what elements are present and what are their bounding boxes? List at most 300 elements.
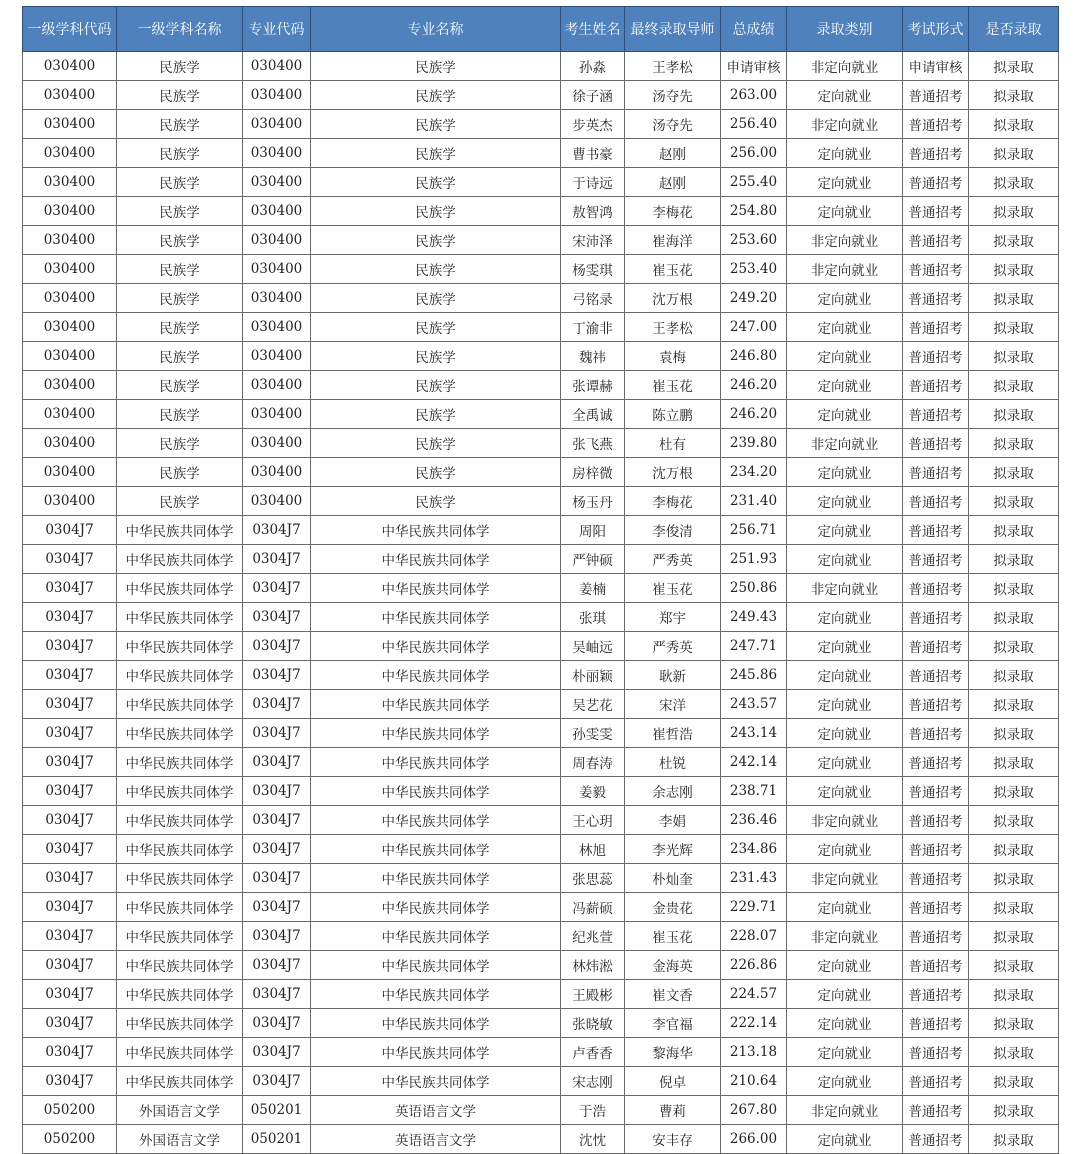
discipline-name-cell: 中华民族共同体学 bbox=[117, 719, 243, 748]
discipline-code-cell: 030400 bbox=[23, 342, 117, 371]
candidate-name-cell: 周阳 bbox=[561, 516, 625, 545]
discipline-name-cell: 民族学 bbox=[117, 429, 243, 458]
table-row bbox=[23, 487, 1059, 516]
admission-category-cell: 定向就业 bbox=[787, 545, 903, 574]
discipline-code-cell: 030400 bbox=[23, 458, 117, 487]
table-row bbox=[23, 342, 1059, 371]
admission-status-cell: 拟录取 bbox=[969, 951, 1059, 980]
total-score-cell: 253.40 bbox=[721, 255, 787, 284]
discipline-name-cell: 中华民族共同体学 bbox=[117, 922, 243, 951]
advisor-cell: 郑宇 bbox=[625, 603, 721, 632]
major-name-cell: 民族学 bbox=[311, 110, 561, 139]
discipline-name-cell: 中华民族共同体学 bbox=[117, 980, 243, 1009]
discipline-name-cell: 外国语言文学 bbox=[117, 1096, 243, 1125]
total-score-cell: 253.60 bbox=[721, 226, 787, 255]
table-body bbox=[23, 52, 1059, 1154]
header-advisor: 最终录取导师 bbox=[625, 7, 721, 52]
admission-category-cell: 定向就业 bbox=[787, 777, 903, 806]
exam-type-cell: 普通招考 bbox=[903, 1125, 969, 1154]
admission-category-cell: 非定向就业 bbox=[787, 806, 903, 835]
admission-category-cell: 定向就业 bbox=[787, 748, 903, 777]
advisor-cell: 李梅花 bbox=[625, 197, 721, 226]
advisor-cell: 李梅花 bbox=[625, 487, 721, 516]
major-name-cell: 民族学 bbox=[311, 139, 561, 168]
candidate-name-cell: 张晓敏 bbox=[561, 1009, 625, 1038]
discipline-code-cell: 0304J7 bbox=[23, 980, 117, 1009]
admission-status-cell: 拟录取 bbox=[969, 835, 1059, 864]
discipline-name-cell: 中华民族共同体学 bbox=[117, 1038, 243, 1067]
total-score-cell: 246.20 bbox=[721, 371, 787, 400]
header-admission-category: 录取类别 bbox=[787, 7, 903, 52]
admission-category-cell: 定向就业 bbox=[787, 1009, 903, 1038]
admission-status-cell: 拟录取 bbox=[969, 719, 1059, 748]
advisor-cell: 金海英 bbox=[625, 951, 721, 980]
candidate-name-cell: 沈忱 bbox=[561, 1125, 625, 1154]
major-name-cell: 民族学 bbox=[311, 371, 561, 400]
admission-status-cell: 拟录取 bbox=[969, 545, 1059, 574]
admission-category-cell: 定向就业 bbox=[787, 313, 903, 342]
major-code-cell: 030400 bbox=[243, 284, 311, 313]
major-name-cell: 中华民族共同体学 bbox=[311, 893, 561, 922]
discipline-code-cell: 0304J7 bbox=[23, 719, 117, 748]
header-admission-status: 是否录取 bbox=[969, 7, 1059, 52]
advisor-cell: 崔文香 bbox=[625, 980, 721, 1009]
admission-category-cell: 非定向就业 bbox=[787, 255, 903, 284]
discipline-code-cell: 030400 bbox=[23, 81, 117, 110]
admission-category-cell: 定向就业 bbox=[787, 690, 903, 719]
exam-type-cell: 普通招考 bbox=[903, 835, 969, 864]
major-name-cell: 中华民族共同体学 bbox=[311, 603, 561, 632]
admission-status-cell: 拟录取 bbox=[969, 1096, 1059, 1125]
exam-type-cell: 普通招考 bbox=[903, 632, 969, 661]
exam-type-cell: 普通招考 bbox=[903, 110, 969, 139]
discipline-code-cell: 0304J7 bbox=[23, 864, 117, 893]
major-code-cell: 0304J7 bbox=[243, 777, 311, 806]
admission-status-cell: 拟录取 bbox=[969, 1038, 1059, 1067]
major-code-cell: 0304J7 bbox=[243, 835, 311, 864]
table-row bbox=[23, 980, 1059, 1009]
exam-type-cell: 普通招考 bbox=[903, 922, 969, 951]
header-major-name: 专业名称 bbox=[311, 7, 561, 52]
advisor-cell: 崔哲浩 bbox=[625, 719, 721, 748]
admission-status-cell: 拟录取 bbox=[969, 806, 1059, 835]
total-score-cell: 226.86 bbox=[721, 951, 787, 980]
total-score-cell: 224.57 bbox=[721, 980, 787, 1009]
advisor-cell: 曹莉 bbox=[625, 1096, 721, 1125]
candidate-name-cell: 冯薪硕 bbox=[561, 893, 625, 922]
admission-status-cell: 拟录取 bbox=[969, 168, 1059, 197]
admission-category-cell: 定向就业 bbox=[787, 661, 903, 690]
table-row bbox=[23, 922, 1059, 951]
table-row bbox=[23, 835, 1059, 864]
discipline-code-cell: 0304J7 bbox=[23, 516, 117, 545]
discipline-name-cell: 中华民族共同体学 bbox=[117, 632, 243, 661]
admission-status-cell: 拟录取 bbox=[969, 603, 1059, 632]
major-name-cell: 民族学 bbox=[311, 284, 561, 313]
table-row bbox=[23, 951, 1059, 980]
admission-table bbox=[22, 6, 1059, 1154]
total-score-cell: 249.20 bbox=[721, 284, 787, 313]
total-score-cell: 222.14 bbox=[721, 1009, 787, 1038]
discipline-code-cell: 030400 bbox=[23, 226, 117, 255]
major-code-cell: 030400 bbox=[243, 197, 311, 226]
candidate-name-cell: 林炜淞 bbox=[561, 951, 625, 980]
advisor-cell: 李光辉 bbox=[625, 835, 721, 864]
discipline-code-cell: 030400 bbox=[23, 139, 117, 168]
discipline-code-cell: 0304J7 bbox=[23, 661, 117, 690]
candidate-name-cell: 卢香香 bbox=[561, 1038, 625, 1067]
admission-status-cell: 拟录取 bbox=[969, 284, 1059, 313]
discipline-code-cell: 030400 bbox=[23, 400, 117, 429]
admission-category-cell: 定向就业 bbox=[787, 487, 903, 516]
total-score-cell: 申请审核 bbox=[721, 52, 787, 81]
total-score-cell: 245.86 bbox=[721, 661, 787, 690]
advisor-cell: 崔玉花 bbox=[625, 922, 721, 951]
exam-type-cell: 普通招考 bbox=[903, 458, 969, 487]
discipline-code-cell: 030400 bbox=[23, 487, 117, 516]
admission-status-cell: 拟录取 bbox=[969, 487, 1059, 516]
admission-category-cell: 定向就业 bbox=[787, 139, 903, 168]
candidate-name-cell: 孙淼 bbox=[561, 52, 625, 81]
major-name-cell: 民族学 bbox=[311, 487, 561, 516]
discipline-name-cell: 中华民族共同体学 bbox=[117, 893, 243, 922]
advisor-cell: 崔玉花 bbox=[625, 255, 721, 284]
table-row bbox=[23, 1009, 1059, 1038]
admission-category-cell: 定向就业 bbox=[787, 168, 903, 197]
major-code-cell: 0304J7 bbox=[243, 574, 311, 603]
major-name-cell: 民族学 bbox=[311, 81, 561, 110]
exam-type-cell: 普通招考 bbox=[903, 255, 969, 284]
total-score-cell: 256.00 bbox=[721, 139, 787, 168]
admission-category-cell: 非定向就业 bbox=[787, 574, 903, 603]
admission-status-cell: 拟录取 bbox=[969, 371, 1059, 400]
admission-status-cell: 拟录取 bbox=[969, 632, 1059, 661]
major-name-cell: 民族学 bbox=[311, 458, 561, 487]
discipline-name-cell: 民族学 bbox=[117, 197, 243, 226]
major-code-cell: 0304J7 bbox=[243, 922, 311, 951]
major-code-cell: 030400 bbox=[243, 110, 311, 139]
admission-category-cell: 定向就业 bbox=[787, 632, 903, 661]
admission-status-cell: 拟录取 bbox=[969, 400, 1059, 429]
total-score-cell: 256.71 bbox=[721, 516, 787, 545]
admission-status-cell: 拟录取 bbox=[969, 1067, 1059, 1096]
table-row bbox=[23, 197, 1059, 226]
exam-type-cell: 普通招考 bbox=[903, 1038, 969, 1067]
table-row bbox=[23, 516, 1059, 545]
candidate-name-cell: 徐子涵 bbox=[561, 81, 625, 110]
table-row bbox=[23, 168, 1059, 197]
major-code-cell: 030400 bbox=[243, 429, 311, 458]
admission-status-cell: 拟录取 bbox=[969, 255, 1059, 284]
major-name-cell: 民族学 bbox=[311, 226, 561, 255]
candidate-name-cell: 吴艺花 bbox=[561, 690, 625, 719]
candidate-name-cell: 周春涛 bbox=[561, 748, 625, 777]
advisor-cell: 崔海洋 bbox=[625, 226, 721, 255]
discipline-code-cell: 0304J7 bbox=[23, 1009, 117, 1038]
header-candidate-name: 考生姓名 bbox=[561, 7, 625, 52]
advisor-cell: 严秀英 bbox=[625, 632, 721, 661]
major-name-cell: 民族学 bbox=[311, 52, 561, 81]
total-score-cell: 254.80 bbox=[721, 197, 787, 226]
admission-category-cell: 定向就业 bbox=[787, 458, 903, 487]
discipline-code-cell: 030400 bbox=[23, 52, 117, 81]
admission-status-cell: 拟录取 bbox=[969, 1125, 1059, 1154]
advisor-cell: 李俊清 bbox=[625, 516, 721, 545]
major-name-cell: 民族学 bbox=[311, 400, 561, 429]
major-name-cell: 中华民族共同体学 bbox=[311, 661, 561, 690]
candidate-name-cell: 张飞燕 bbox=[561, 429, 625, 458]
exam-type-cell: 普通招考 bbox=[903, 313, 969, 342]
total-score-cell: 250.86 bbox=[721, 574, 787, 603]
exam-type-cell: 普通招考 bbox=[903, 1067, 969, 1096]
admission-category-cell: 定向就业 bbox=[787, 1038, 903, 1067]
advisor-cell: 沈万根 bbox=[625, 458, 721, 487]
admission-category-cell: 定向就业 bbox=[787, 1125, 903, 1154]
admission-category-cell: 定向就业 bbox=[787, 400, 903, 429]
admission-status-cell: 拟录取 bbox=[969, 574, 1059, 603]
major-name-cell: 民族学 bbox=[311, 255, 561, 284]
candidate-name-cell: 林旭 bbox=[561, 835, 625, 864]
exam-type-cell: 普通招考 bbox=[903, 1009, 969, 1038]
admission-status-cell: 拟录取 bbox=[969, 429, 1059, 458]
advisor-cell: 严秀英 bbox=[625, 545, 721, 574]
discipline-name-cell: 中华民族共同体学 bbox=[117, 516, 243, 545]
table-row bbox=[23, 226, 1059, 255]
table-row bbox=[23, 255, 1059, 284]
major-code-cell: 0304J7 bbox=[243, 980, 311, 1009]
discipline-code-cell: 050200 bbox=[23, 1125, 117, 1154]
exam-type-cell: 普通招考 bbox=[903, 603, 969, 632]
candidate-name-cell: 弓铭录 bbox=[561, 284, 625, 313]
table-row bbox=[23, 545, 1059, 574]
admission-category-cell: 非定向就业 bbox=[787, 226, 903, 255]
major-code-cell: 030400 bbox=[243, 487, 311, 516]
exam-type-cell: 普通招考 bbox=[903, 197, 969, 226]
advisor-cell: 余志刚 bbox=[625, 777, 721, 806]
table-row bbox=[23, 719, 1059, 748]
major-code-cell: 0304J7 bbox=[243, 545, 311, 574]
advisor-cell: 安丰存 bbox=[625, 1125, 721, 1154]
admission-category-cell: 定向就业 bbox=[787, 603, 903, 632]
admission-category-cell: 非定向就业 bbox=[787, 110, 903, 139]
total-score-cell: 267.80 bbox=[721, 1096, 787, 1125]
advisor-cell: 朴灿奎 bbox=[625, 864, 721, 893]
header-major-code: 专业代码 bbox=[243, 7, 311, 52]
admission-category-cell: 定向就业 bbox=[787, 197, 903, 226]
candidate-name-cell: 姜楠 bbox=[561, 574, 625, 603]
major-code-cell: 030400 bbox=[243, 52, 311, 81]
table-row bbox=[23, 1096, 1059, 1125]
table-row bbox=[23, 313, 1059, 342]
candidate-name-cell: 宋志刚 bbox=[561, 1067, 625, 1096]
advisor-cell: 汤夺先 bbox=[625, 110, 721, 139]
candidate-name-cell: 王殿彬 bbox=[561, 980, 625, 1009]
total-score-cell: 242.14 bbox=[721, 748, 787, 777]
header-exam-type: 考试形式 bbox=[903, 7, 969, 52]
admission-category-cell: 非定向就业 bbox=[787, 922, 903, 951]
total-score-cell: 247.00 bbox=[721, 313, 787, 342]
total-score-cell: 236.46 bbox=[721, 806, 787, 835]
discipline-name-cell: 中华民族共同体学 bbox=[117, 864, 243, 893]
exam-type-cell: 普通招考 bbox=[903, 545, 969, 574]
table-row bbox=[23, 661, 1059, 690]
table-row bbox=[23, 632, 1059, 661]
discipline-code-cell: 030400 bbox=[23, 313, 117, 342]
major-code-cell: 0304J7 bbox=[243, 603, 311, 632]
discipline-code-cell: 050200 bbox=[23, 1096, 117, 1125]
admission-status-cell: 拟录取 bbox=[969, 226, 1059, 255]
candidate-name-cell: 朴丽颖 bbox=[561, 661, 625, 690]
table-row bbox=[23, 371, 1059, 400]
discipline-name-cell: 民族学 bbox=[117, 52, 243, 81]
exam-type-cell: 普通招考 bbox=[903, 893, 969, 922]
discipline-code-cell: 030400 bbox=[23, 197, 117, 226]
discipline-name-cell: 中华民族共同体学 bbox=[117, 806, 243, 835]
candidate-name-cell: 张谭赫 bbox=[561, 371, 625, 400]
discipline-name-cell: 外国语言文学 bbox=[117, 1125, 243, 1154]
exam-type-cell: 普通招考 bbox=[903, 139, 969, 168]
total-score-cell: 243.14 bbox=[721, 719, 787, 748]
discipline-name-cell: 民族学 bbox=[117, 371, 243, 400]
advisor-cell: 崔玉花 bbox=[625, 371, 721, 400]
admission-status-cell: 拟录取 bbox=[969, 1009, 1059, 1038]
exam-type-cell: 普通招考 bbox=[903, 661, 969, 690]
advisor-cell: 王孝松 bbox=[625, 313, 721, 342]
admission-category-cell: 非定向就业 bbox=[787, 1096, 903, 1125]
major-code-cell: 0304J7 bbox=[243, 719, 311, 748]
advisor-cell: 袁梅 bbox=[625, 342, 721, 371]
major-code-cell: 030400 bbox=[243, 168, 311, 197]
major-name-cell: 中华民族共同体学 bbox=[311, 980, 561, 1009]
table-row bbox=[23, 429, 1059, 458]
major-code-cell: 030400 bbox=[243, 226, 311, 255]
major-name-cell: 英语语言文学 bbox=[311, 1096, 561, 1125]
admission-category-cell: 定向就业 bbox=[787, 81, 903, 110]
header-discipline-code: 一级学科代码 bbox=[23, 7, 117, 52]
discipline-name-cell: 中华民族共同体学 bbox=[117, 835, 243, 864]
advisor-cell: 杜有 bbox=[625, 429, 721, 458]
discipline-code-cell: 0304J7 bbox=[23, 1067, 117, 1096]
candidate-name-cell: 于诗远 bbox=[561, 168, 625, 197]
table-row bbox=[23, 81, 1059, 110]
discipline-name-cell: 中华民族共同体学 bbox=[117, 1067, 243, 1096]
candidate-name-cell: 房梓微 bbox=[561, 458, 625, 487]
major-code-cell: 030400 bbox=[243, 400, 311, 429]
major-code-cell: 030400 bbox=[243, 313, 311, 342]
total-score-cell: 243.57 bbox=[721, 690, 787, 719]
discipline-name-cell: 中华民族共同体学 bbox=[117, 1009, 243, 1038]
major-name-cell: 民族学 bbox=[311, 342, 561, 371]
advisor-cell: 汤夺先 bbox=[625, 81, 721, 110]
table-row bbox=[23, 574, 1059, 603]
candidate-name-cell: 姜毅 bbox=[561, 777, 625, 806]
discipline-name-cell: 民族学 bbox=[117, 458, 243, 487]
candidate-name-cell: 严钟硕 bbox=[561, 545, 625, 574]
admission-status-cell: 拟录取 bbox=[969, 661, 1059, 690]
exam-type-cell: 普通招考 bbox=[903, 284, 969, 313]
exam-type-cell: 普通招考 bbox=[903, 951, 969, 980]
candidate-name-cell: 宋沛泽 bbox=[561, 226, 625, 255]
discipline-code-cell: 0304J7 bbox=[23, 545, 117, 574]
total-score-cell: 228.07 bbox=[721, 922, 787, 951]
major-name-cell: 中华民族共同体学 bbox=[311, 1067, 561, 1096]
header-discipline-name: 一级学科名称 bbox=[117, 7, 243, 52]
discipline-code-cell: 0304J7 bbox=[23, 922, 117, 951]
table-row bbox=[23, 400, 1059, 429]
admission-category-cell: 定向就业 bbox=[787, 342, 903, 371]
advisor-cell: 黎海华 bbox=[625, 1038, 721, 1067]
total-score-cell: 256.40 bbox=[721, 110, 787, 139]
table-row bbox=[23, 110, 1059, 139]
exam-type-cell: 普通招考 bbox=[903, 226, 969, 255]
major-name-cell: 中华民族共同体学 bbox=[311, 516, 561, 545]
discipline-name-cell: 民族学 bbox=[117, 400, 243, 429]
major-code-cell: 030400 bbox=[243, 371, 311, 400]
table-row bbox=[23, 52, 1059, 81]
candidate-name-cell: 杨玉丹 bbox=[561, 487, 625, 516]
admission-status-cell: 拟录取 bbox=[969, 342, 1059, 371]
major-name-cell: 中华民族共同体学 bbox=[311, 690, 561, 719]
advisor-cell: 赵刚 bbox=[625, 139, 721, 168]
admission-category-cell: 定向就业 bbox=[787, 719, 903, 748]
major-code-cell: 0304J7 bbox=[243, 1067, 311, 1096]
discipline-name-cell: 中华民族共同体学 bbox=[117, 777, 243, 806]
advisor-cell: 宋洋 bbox=[625, 690, 721, 719]
admission-status-cell: 拟录取 bbox=[969, 516, 1059, 545]
exam-type-cell: 普通招考 bbox=[903, 342, 969, 371]
total-score-cell: 249.43 bbox=[721, 603, 787, 632]
total-score-cell: 210.64 bbox=[721, 1067, 787, 1096]
exam-type-cell: 申请审核 bbox=[903, 52, 969, 81]
discipline-code-cell: 0304J7 bbox=[23, 748, 117, 777]
admission-category-cell: 定向就业 bbox=[787, 893, 903, 922]
discipline-code-cell: 0304J7 bbox=[23, 893, 117, 922]
discipline-name-cell: 民族学 bbox=[117, 255, 243, 284]
admission-status-cell: 拟录取 bbox=[969, 690, 1059, 719]
major-name-cell: 民族学 bbox=[311, 197, 561, 226]
total-score-cell: 246.20 bbox=[721, 400, 787, 429]
exam-type-cell: 普通招考 bbox=[903, 429, 969, 458]
discipline-name-cell: 中华民族共同体学 bbox=[117, 603, 243, 632]
discipline-code-cell: 0304J7 bbox=[23, 574, 117, 603]
table-row bbox=[23, 603, 1059, 632]
major-code-cell: 0304J7 bbox=[243, 516, 311, 545]
candidate-name-cell: 张思蕊 bbox=[561, 864, 625, 893]
advisor-cell: 陈立鹏 bbox=[625, 400, 721, 429]
header-row bbox=[23, 7, 1059, 52]
major-code-cell: 0304J7 bbox=[243, 690, 311, 719]
exam-type-cell: 普通招考 bbox=[903, 719, 969, 748]
major-code-cell: 030400 bbox=[243, 255, 311, 284]
major-name-cell: 中华民族共同体学 bbox=[311, 922, 561, 951]
table-row bbox=[23, 777, 1059, 806]
candidate-name-cell: 王心玥 bbox=[561, 806, 625, 835]
discipline-name-cell: 民族学 bbox=[117, 139, 243, 168]
total-score-cell: 263.00 bbox=[721, 81, 787, 110]
major-name-cell: 中华民族共同体学 bbox=[311, 545, 561, 574]
total-score-cell: 229.71 bbox=[721, 893, 787, 922]
table-row bbox=[23, 1125, 1059, 1154]
total-score-cell: 238.71 bbox=[721, 777, 787, 806]
admission-status-cell: 拟录取 bbox=[969, 922, 1059, 951]
major-name-cell: 中华民族共同体学 bbox=[311, 632, 561, 661]
discipline-name-cell: 中华民族共同体学 bbox=[117, 661, 243, 690]
discipline-code-cell: 030400 bbox=[23, 429, 117, 458]
advisor-cell: 耿新 bbox=[625, 661, 721, 690]
major-code-cell: 0304J7 bbox=[243, 893, 311, 922]
candidate-name-cell: 全禹诚 bbox=[561, 400, 625, 429]
table-row bbox=[23, 690, 1059, 719]
